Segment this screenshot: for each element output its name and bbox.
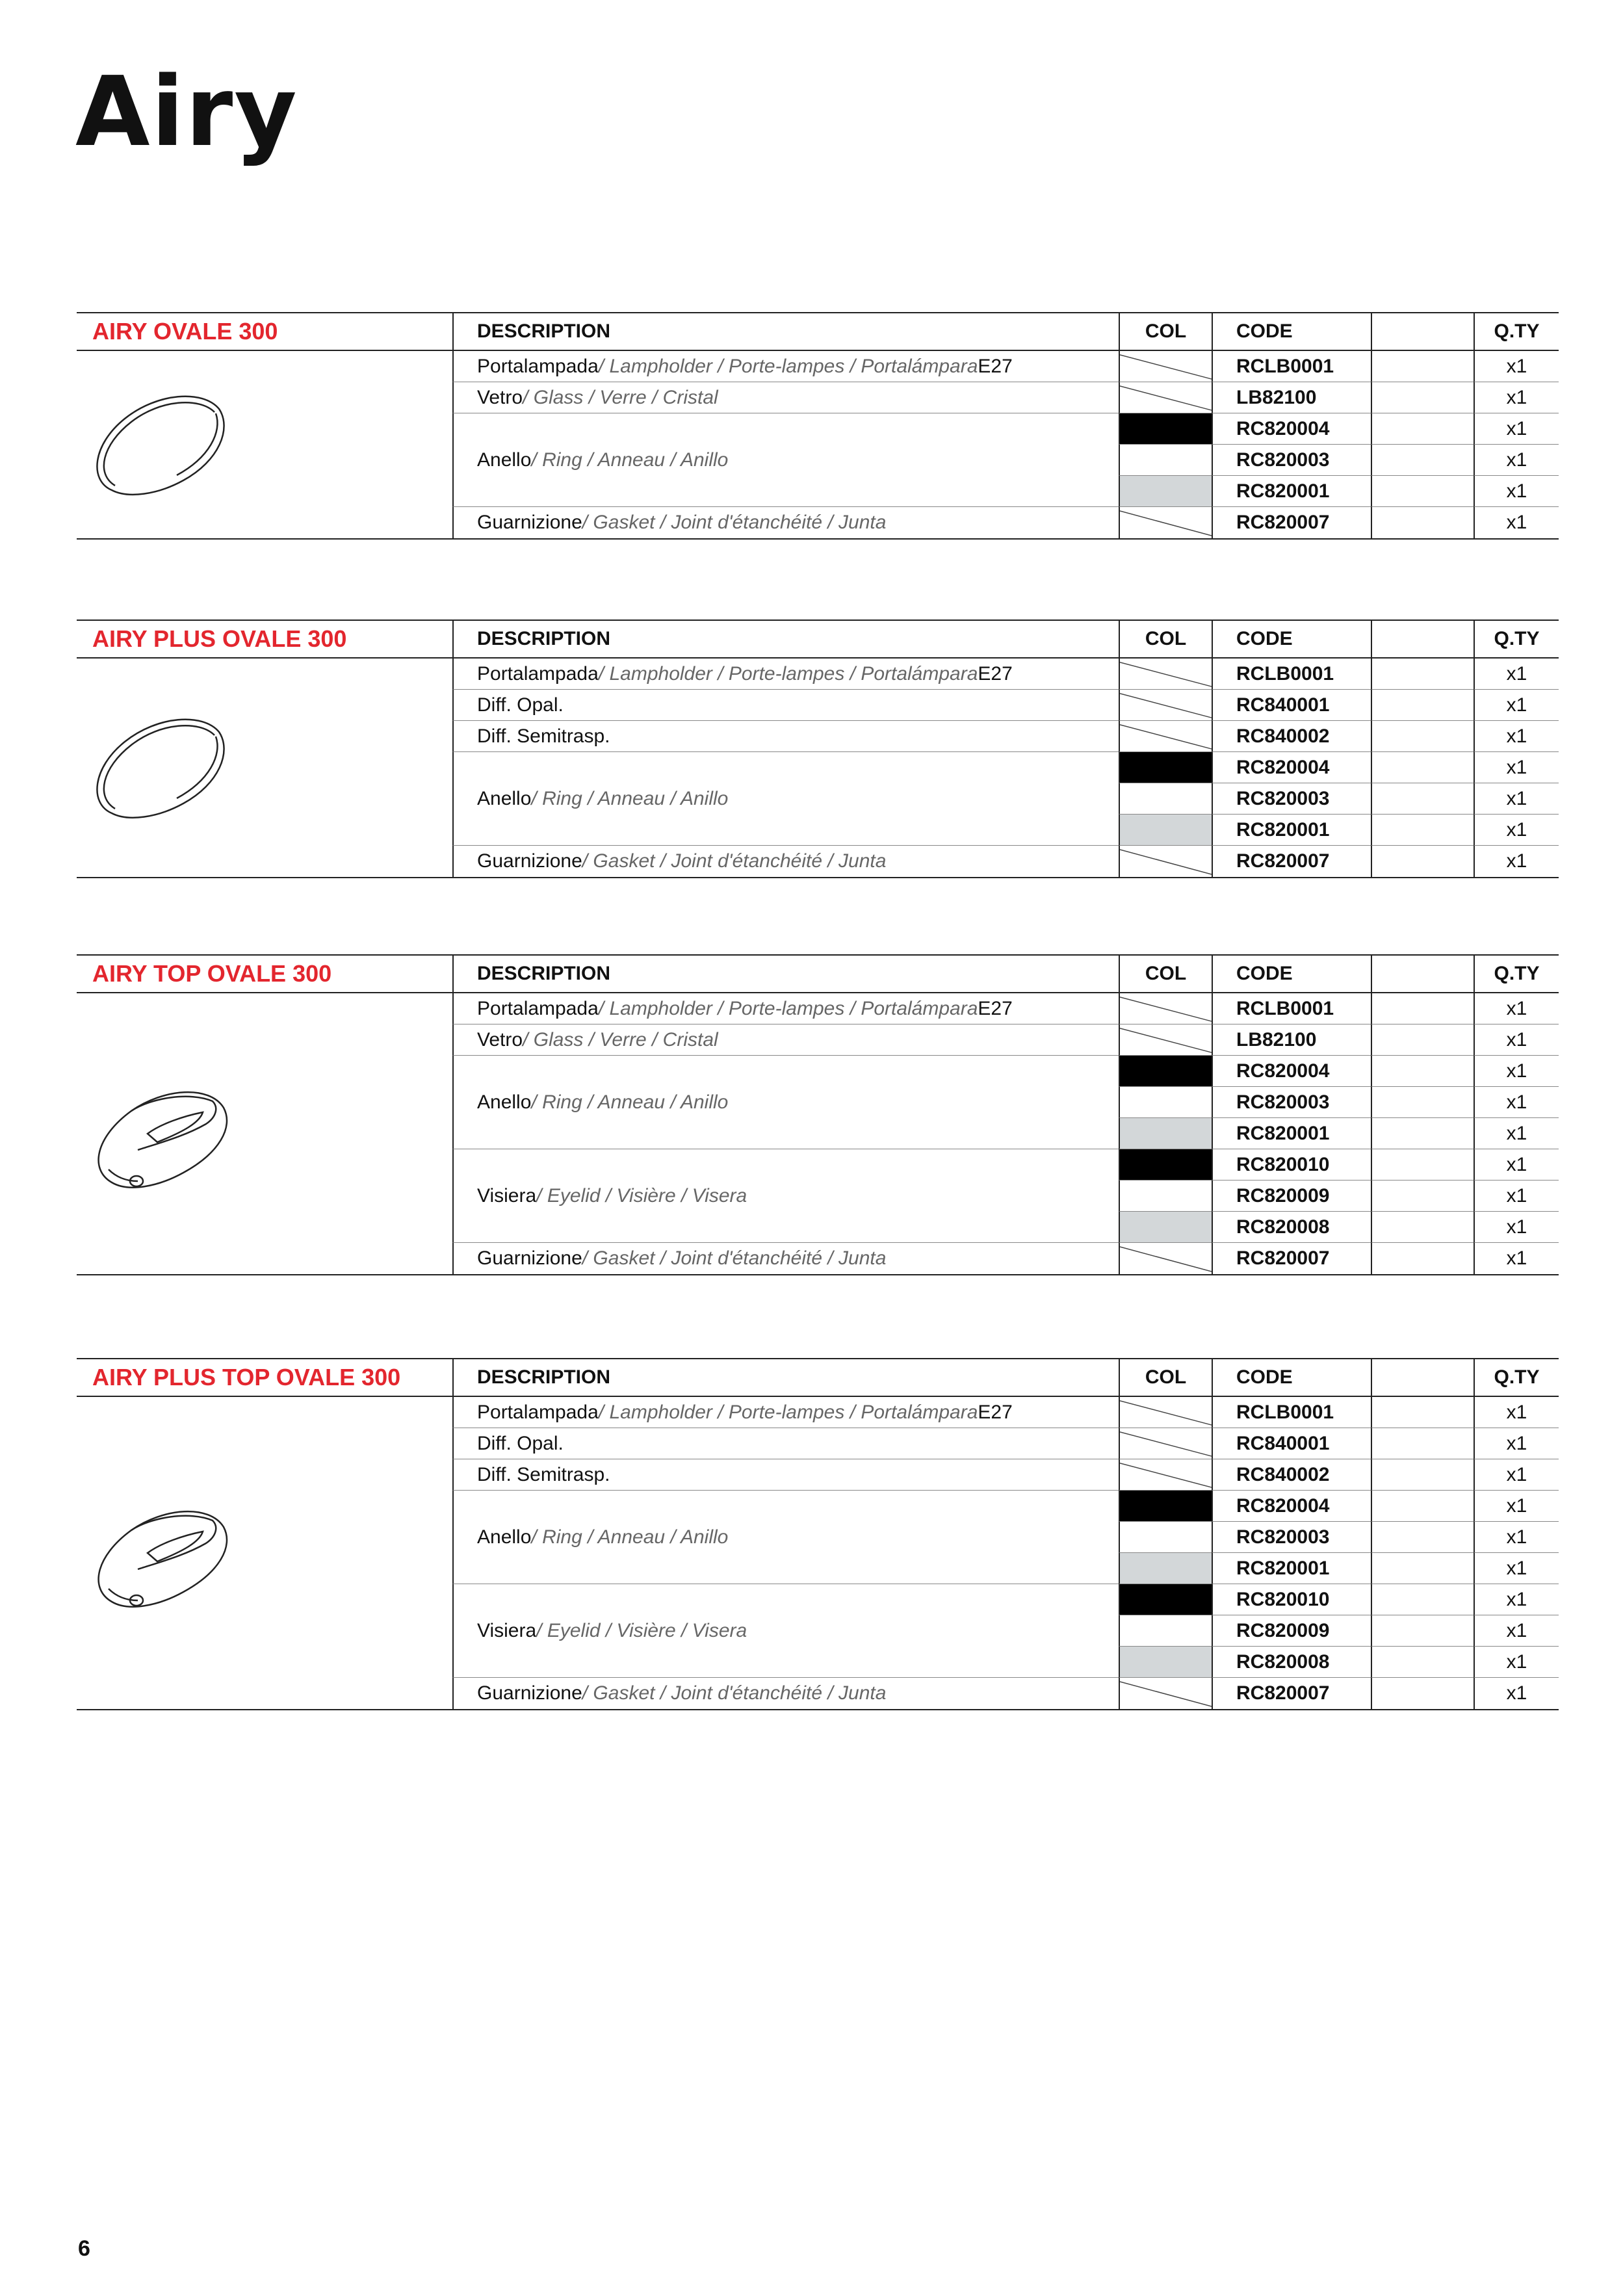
product-code: RC820010	[1212, 1149, 1371, 1181]
product-code: RCLB0001	[1212, 1397, 1371, 1428]
color-black-swatch	[1120, 1491, 1212, 1521]
color-swatch	[1119, 1118, 1212, 1149]
parts-grid	[77, 1358, 1559, 1710]
empty-cell	[1371, 1243, 1474, 1274]
no-color-slash-icon	[1120, 1024, 1212, 1055]
empty-cell	[1371, 1584, 1474, 1615]
no-color-slash-icon	[1120, 507, 1212, 538]
quantity: x1	[1474, 1212, 1559, 1243]
description-cell	[452, 1024, 1119, 1056]
color-swatch	[1119, 1615, 1212, 1647]
header-description: DESCRIPTION	[452, 1359, 1119, 1397]
quantity: x1	[1474, 382, 1559, 413]
product-table	[77, 620, 1559, 878]
empty-cell	[1371, 1118, 1474, 1149]
description-main: Portalampada	[477, 355, 599, 377]
description-suffix: E27	[978, 355, 1013, 377]
quantity: x1	[1474, 1491, 1559, 1522]
quantity: x1	[1474, 659, 1559, 690]
color-swatch	[1119, 846, 1212, 877]
product-code: RC840002	[1212, 721, 1371, 752]
color-swatch	[1119, 1584, 1212, 1615]
color-swatch	[1119, 1522, 1212, 1553]
product-code: RC820004	[1212, 1056, 1371, 1087]
empty-cell	[1371, 1647, 1474, 1678]
product-code: RCLB0001	[1212, 993, 1371, 1024]
product-code: RC820003	[1212, 783, 1371, 815]
description-cell	[452, 846, 1119, 877]
color-swatch	[1119, 476, 1212, 507]
description-main: Guarnizione	[477, 1247, 582, 1269]
quantity: x1	[1474, 351, 1559, 382]
color-swatch	[1119, 1056, 1212, 1087]
page-title: Airy	[75, 56, 298, 168]
color-swatch	[1119, 1024, 1212, 1056]
product-code: RC840001	[1212, 690, 1371, 721]
no-color-slash-icon	[1120, 1243, 1212, 1274]
color-swatch	[1119, 1428, 1212, 1459]
quantity: x1	[1474, 1647, 1559, 1678]
description-suffix: E27	[978, 997, 1013, 1019]
empty-cell	[1371, 351, 1474, 382]
no-color-slash-icon	[1120, 846, 1212, 877]
header-description: DESCRIPTION	[452, 956, 1119, 993]
description-main: Vetro	[477, 386, 523, 408]
color-swatch	[1119, 351, 1212, 382]
color-swatch	[1119, 1647, 1212, 1678]
quantity: x1	[1474, 1397, 1559, 1428]
product-code: RC820004	[1212, 1491, 1371, 1522]
quantity: x1	[1474, 1149, 1559, 1181]
no-color-slash-icon	[1120, 1397, 1212, 1428]
product-name: AIRY OVALE 300	[77, 313, 452, 351]
product-code: RC840001	[1212, 1428, 1371, 1459]
quantity: x1	[1474, 476, 1559, 507]
color-white-swatch	[1120, 783, 1212, 814]
color-black-swatch	[1120, 413, 1212, 444]
empty-cell	[1371, 1397, 1474, 1428]
color-swatch	[1119, 413, 1212, 445]
header-qty: Q.TY	[1474, 956, 1559, 993]
header-col: COL	[1119, 313, 1212, 351]
no-color-slash-icon	[1120, 382, 1212, 413]
description-translations: / Ring / Anneau / Anillo	[531, 449, 729, 471]
description-translations: / Gasket / Joint d'étanchéité / Junta	[582, 512, 887, 533]
empty-cell	[1371, 1428, 1474, 1459]
no-color-slash-icon	[1120, 351, 1212, 382]
color-swatch	[1119, 1149, 1212, 1181]
color-white-swatch	[1120, 1181, 1212, 1211]
description-cell	[452, 1243, 1119, 1274]
product-code: RC820004	[1212, 752, 1371, 783]
empty-cell	[1371, 783, 1474, 815]
no-color-slash-icon	[1120, 1428, 1212, 1459]
description-translations: / Gasket / Joint d'étanchéité / Junta	[582, 1247, 887, 1269]
description-main: Diff. Opal.	[477, 694, 564, 716]
description-translations: / Eyelid / Visière / Visera	[536, 1619, 747, 1641]
quantity: x1	[1474, 993, 1559, 1024]
color-swatch	[1119, 1212, 1212, 1243]
product-code: RC820003	[1212, 1087, 1371, 1118]
product-code: RC820003	[1212, 445, 1371, 476]
description-cell	[452, 1056, 1119, 1149]
color-black-swatch	[1120, 1584, 1212, 1615]
description-translations: / Lampholder / Porte-lampes / Portalámpara	[598, 662, 978, 685]
quantity: x1	[1474, 1181, 1559, 1212]
description-cell	[452, 721, 1119, 752]
empty-cell	[1371, 659, 1474, 690]
color-swatch	[1119, 783, 1212, 815]
header-empty	[1371, 313, 1474, 351]
visor-lamp-icon	[86, 1491, 235, 1615]
color-white-swatch	[1120, 1615, 1212, 1646]
color-grey-swatch	[1120, 815, 1212, 845]
product-code: RC820008	[1212, 1212, 1371, 1243]
color-swatch	[1119, 1087, 1212, 1118]
empty-cell	[1371, 721, 1474, 752]
color-swatch	[1119, 1459, 1212, 1491]
header-empty	[1371, 1359, 1474, 1397]
empty-cell	[1371, 690, 1474, 721]
product-code: LB82100	[1212, 1024, 1371, 1056]
empty-cell	[1371, 507, 1474, 538]
oval-lamp-icon	[86, 706, 235, 829]
quantity: x1	[1474, 752, 1559, 783]
quantity: x1	[1474, 846, 1559, 877]
quantity: x1	[1474, 1118, 1559, 1149]
quantity: x1	[1474, 445, 1559, 476]
description-translations: / Gasket / Joint d'étanchéité / Junta	[582, 850, 887, 872]
color-black-swatch	[1120, 1056, 1212, 1086]
description-main: Portalampada	[477, 1401, 599, 1423]
description-cell	[452, 382, 1119, 413]
description-translations: / Lampholder / Porte-lampes / Portalámpara	[598, 1401, 978, 1423]
description-translations: / Eyelid / Visière / Visera	[536, 1184, 747, 1207]
color-grey-swatch	[1120, 1553, 1212, 1584]
parts-grid	[77, 954, 1559, 1275]
empty-cell	[1371, 1459, 1474, 1491]
product-image	[77, 659, 452, 877]
empty-cell	[1371, 1522, 1474, 1553]
color-swatch	[1119, 382, 1212, 413]
description-translations: / Gasket / Joint d'étanchéité / Junta	[582, 1682, 887, 1704]
page-number: 6	[78, 2236, 90, 2261]
description-main: Anello	[477, 1091, 532, 1113]
header-col: COL	[1119, 1359, 1212, 1397]
product-code: RC820009	[1212, 1615, 1371, 1647]
description-translations: / Lampholder / Porte-lampes / Portalámpara	[598, 997, 978, 1019]
color-swatch	[1119, 445, 1212, 476]
color-swatch	[1119, 1553, 1212, 1584]
quantity: x1	[1474, 1087, 1559, 1118]
empty-cell	[1371, 1212, 1474, 1243]
description-translations: / Glass / Verre / Cristal	[523, 386, 718, 408]
product-image	[77, 351, 452, 538]
color-swatch	[1119, 507, 1212, 538]
product-code: RC820007	[1212, 1243, 1371, 1274]
description-main: Vetro	[477, 1028, 523, 1050]
product-code: RC820007	[1212, 846, 1371, 877]
parts-grid	[77, 312, 1559, 540]
color-grey-swatch	[1120, 1647, 1212, 1677]
visor-lamp-icon	[86, 1072, 235, 1195]
quantity: x1	[1474, 1615, 1559, 1647]
oval-lamp-icon	[86, 383, 235, 506]
quantity: x1	[1474, 1024, 1559, 1056]
empty-cell	[1371, 1491, 1474, 1522]
quantity: x1	[1474, 1243, 1559, 1274]
quantity: x1	[1474, 1522, 1559, 1553]
description-cell	[452, 1678, 1119, 1709]
description-main: Visiera	[477, 1184, 537, 1207]
header-qty: Q.TY	[1474, 313, 1559, 351]
description-main: Guarnizione	[477, 1682, 582, 1704]
description-cell	[452, 1149, 1119, 1243]
product-image	[77, 993, 452, 1274]
empty-cell	[1371, 846, 1474, 877]
quantity: x1	[1474, 1428, 1559, 1459]
product-code: RC820009	[1212, 1181, 1371, 1212]
description-main: Portalampada	[477, 997, 599, 1019]
description-cell	[452, 690, 1119, 721]
empty-cell	[1371, 1149, 1474, 1181]
no-color-slash-icon	[1120, 690, 1212, 720]
empty-cell	[1371, 993, 1474, 1024]
color-grey-swatch	[1120, 1118, 1212, 1149]
color-swatch	[1119, 721, 1212, 752]
parts-grid	[77, 620, 1559, 878]
description-cell	[452, 1459, 1119, 1491]
empty-cell	[1371, 1678, 1474, 1709]
product-table	[77, 1358, 1559, 1710]
no-color-slash-icon	[1120, 993, 1212, 1024]
color-swatch	[1119, 1181, 1212, 1212]
header-col: COL	[1119, 956, 1212, 993]
color-black-swatch	[1120, 752, 1212, 783]
header-code: CODE	[1212, 621, 1371, 659]
empty-cell	[1371, 1087, 1474, 1118]
empty-cell	[1371, 815, 1474, 846]
color-swatch	[1119, 993, 1212, 1024]
color-swatch	[1119, 815, 1212, 846]
description-main: Diff. Semitrasp.	[477, 725, 610, 747]
header-description: DESCRIPTION	[452, 313, 1119, 351]
product-name: AIRY PLUS OVALE 300	[77, 621, 452, 659]
quantity: x1	[1474, 783, 1559, 815]
color-grey-swatch	[1120, 476, 1212, 506]
empty-cell	[1371, 1024, 1474, 1056]
color-swatch	[1119, 1491, 1212, 1522]
header-empty	[1371, 621, 1474, 659]
product-name: AIRY PLUS TOP OVALE 300	[77, 1359, 452, 1397]
product-code: RC820007	[1212, 1678, 1371, 1709]
product-code: RC820001	[1212, 476, 1371, 507]
description-cell	[452, 1584, 1119, 1678]
product-code: RC820007	[1212, 507, 1371, 538]
description-translations: / Ring / Anneau / Anillo	[531, 1091, 729, 1113]
description-cell	[452, 507, 1119, 538]
quantity: x1	[1474, 721, 1559, 752]
description-main: Anello	[477, 1526, 532, 1548]
empty-cell	[1371, 445, 1474, 476]
product-code: RCLB0001	[1212, 659, 1371, 690]
product-code: RC820001	[1212, 815, 1371, 846]
header-code: CODE	[1212, 1359, 1371, 1397]
header-qty: Q.TY	[1474, 1359, 1559, 1397]
description-cell	[452, 752, 1119, 846]
empty-cell	[1371, 1181, 1474, 1212]
color-swatch	[1119, 659, 1212, 690]
description-main: Anello	[477, 787, 532, 809]
empty-cell	[1371, 1615, 1474, 1647]
quantity: x1	[1474, 507, 1559, 538]
header-empty	[1371, 956, 1474, 993]
empty-cell	[1371, 752, 1474, 783]
product-code: RC820004	[1212, 413, 1371, 445]
description-main: Diff. Opal.	[477, 1432, 564, 1454]
color-swatch	[1119, 1678, 1212, 1709]
color-white-swatch	[1120, 1087, 1212, 1117]
quantity: x1	[1474, 815, 1559, 846]
description-main: Visiera	[477, 1619, 537, 1641]
quantity: x1	[1474, 1056, 1559, 1087]
description-main: Diff. Semitrasp.	[477, 1463, 610, 1485]
product-code: RC820001	[1212, 1118, 1371, 1149]
quantity: x1	[1474, 690, 1559, 721]
empty-cell	[1371, 476, 1474, 507]
description-cell	[452, 1397, 1119, 1428]
color-swatch	[1119, 1243, 1212, 1274]
color-swatch	[1119, 752, 1212, 783]
color-black-swatch	[1120, 1149, 1212, 1180]
quantity: x1	[1474, 1584, 1559, 1615]
header-description: DESCRIPTION	[452, 621, 1119, 659]
empty-cell	[1371, 1553, 1474, 1584]
product-code: RC840002	[1212, 1459, 1371, 1491]
description-translations: / Ring / Anneau / Anillo	[531, 787, 729, 809]
color-white-swatch	[1120, 445, 1212, 475]
quantity: x1	[1474, 1678, 1559, 1709]
description-translations: / Glass / Verre / Cristal	[523, 1028, 718, 1050]
product-code: RC820001	[1212, 1553, 1371, 1584]
header-col: COL	[1119, 621, 1212, 659]
description-main: Portalampada	[477, 662, 599, 685]
description-cell	[452, 1491, 1119, 1584]
empty-cell	[1371, 382, 1474, 413]
quantity: x1	[1474, 413, 1559, 445]
product-name: AIRY TOP OVALE 300	[77, 956, 452, 993]
no-color-slash-icon	[1120, 659, 1212, 689]
description-suffix: E27	[978, 1401, 1013, 1423]
product-code: LB82100	[1212, 382, 1371, 413]
description-main: Guarnizione	[477, 512, 582, 533]
description-cell	[452, 413, 1119, 507]
quantity: x1	[1474, 1553, 1559, 1584]
description-cell	[452, 1428, 1119, 1459]
description-suffix: E27	[978, 662, 1013, 685]
description-translations: / Ring / Anneau / Anillo	[531, 1526, 729, 1548]
no-color-slash-icon	[1120, 1459, 1212, 1490]
description-main: Guarnizione	[477, 850, 582, 872]
description-cell	[452, 993, 1119, 1024]
empty-cell	[1371, 413, 1474, 445]
product-code: RC820003	[1212, 1522, 1371, 1553]
product-table	[77, 312, 1559, 540]
description-translations: / Lampholder / Porte-lampes / Portalámpara	[598, 355, 978, 377]
quantity: x1	[1474, 1459, 1559, 1491]
color-swatch	[1119, 1397, 1212, 1428]
product-code: RC820008	[1212, 1647, 1371, 1678]
description-cell	[452, 351, 1119, 382]
color-swatch	[1119, 690, 1212, 721]
header-code: CODE	[1212, 313, 1371, 351]
no-color-slash-icon	[1120, 1678, 1212, 1709]
color-grey-swatch	[1120, 1212, 1212, 1242]
empty-cell	[1371, 1056, 1474, 1087]
description-cell	[452, 659, 1119, 690]
product-table	[77, 954, 1559, 1275]
header-qty: Q.TY	[1474, 621, 1559, 659]
product-code: RC820010	[1212, 1584, 1371, 1615]
header-code: CODE	[1212, 956, 1371, 993]
color-white-swatch	[1120, 1522, 1212, 1552]
product-code: RCLB0001	[1212, 351, 1371, 382]
description-main: Anello	[477, 449, 532, 471]
no-color-slash-icon	[1120, 721, 1212, 751]
product-image	[77, 1397, 452, 1709]
